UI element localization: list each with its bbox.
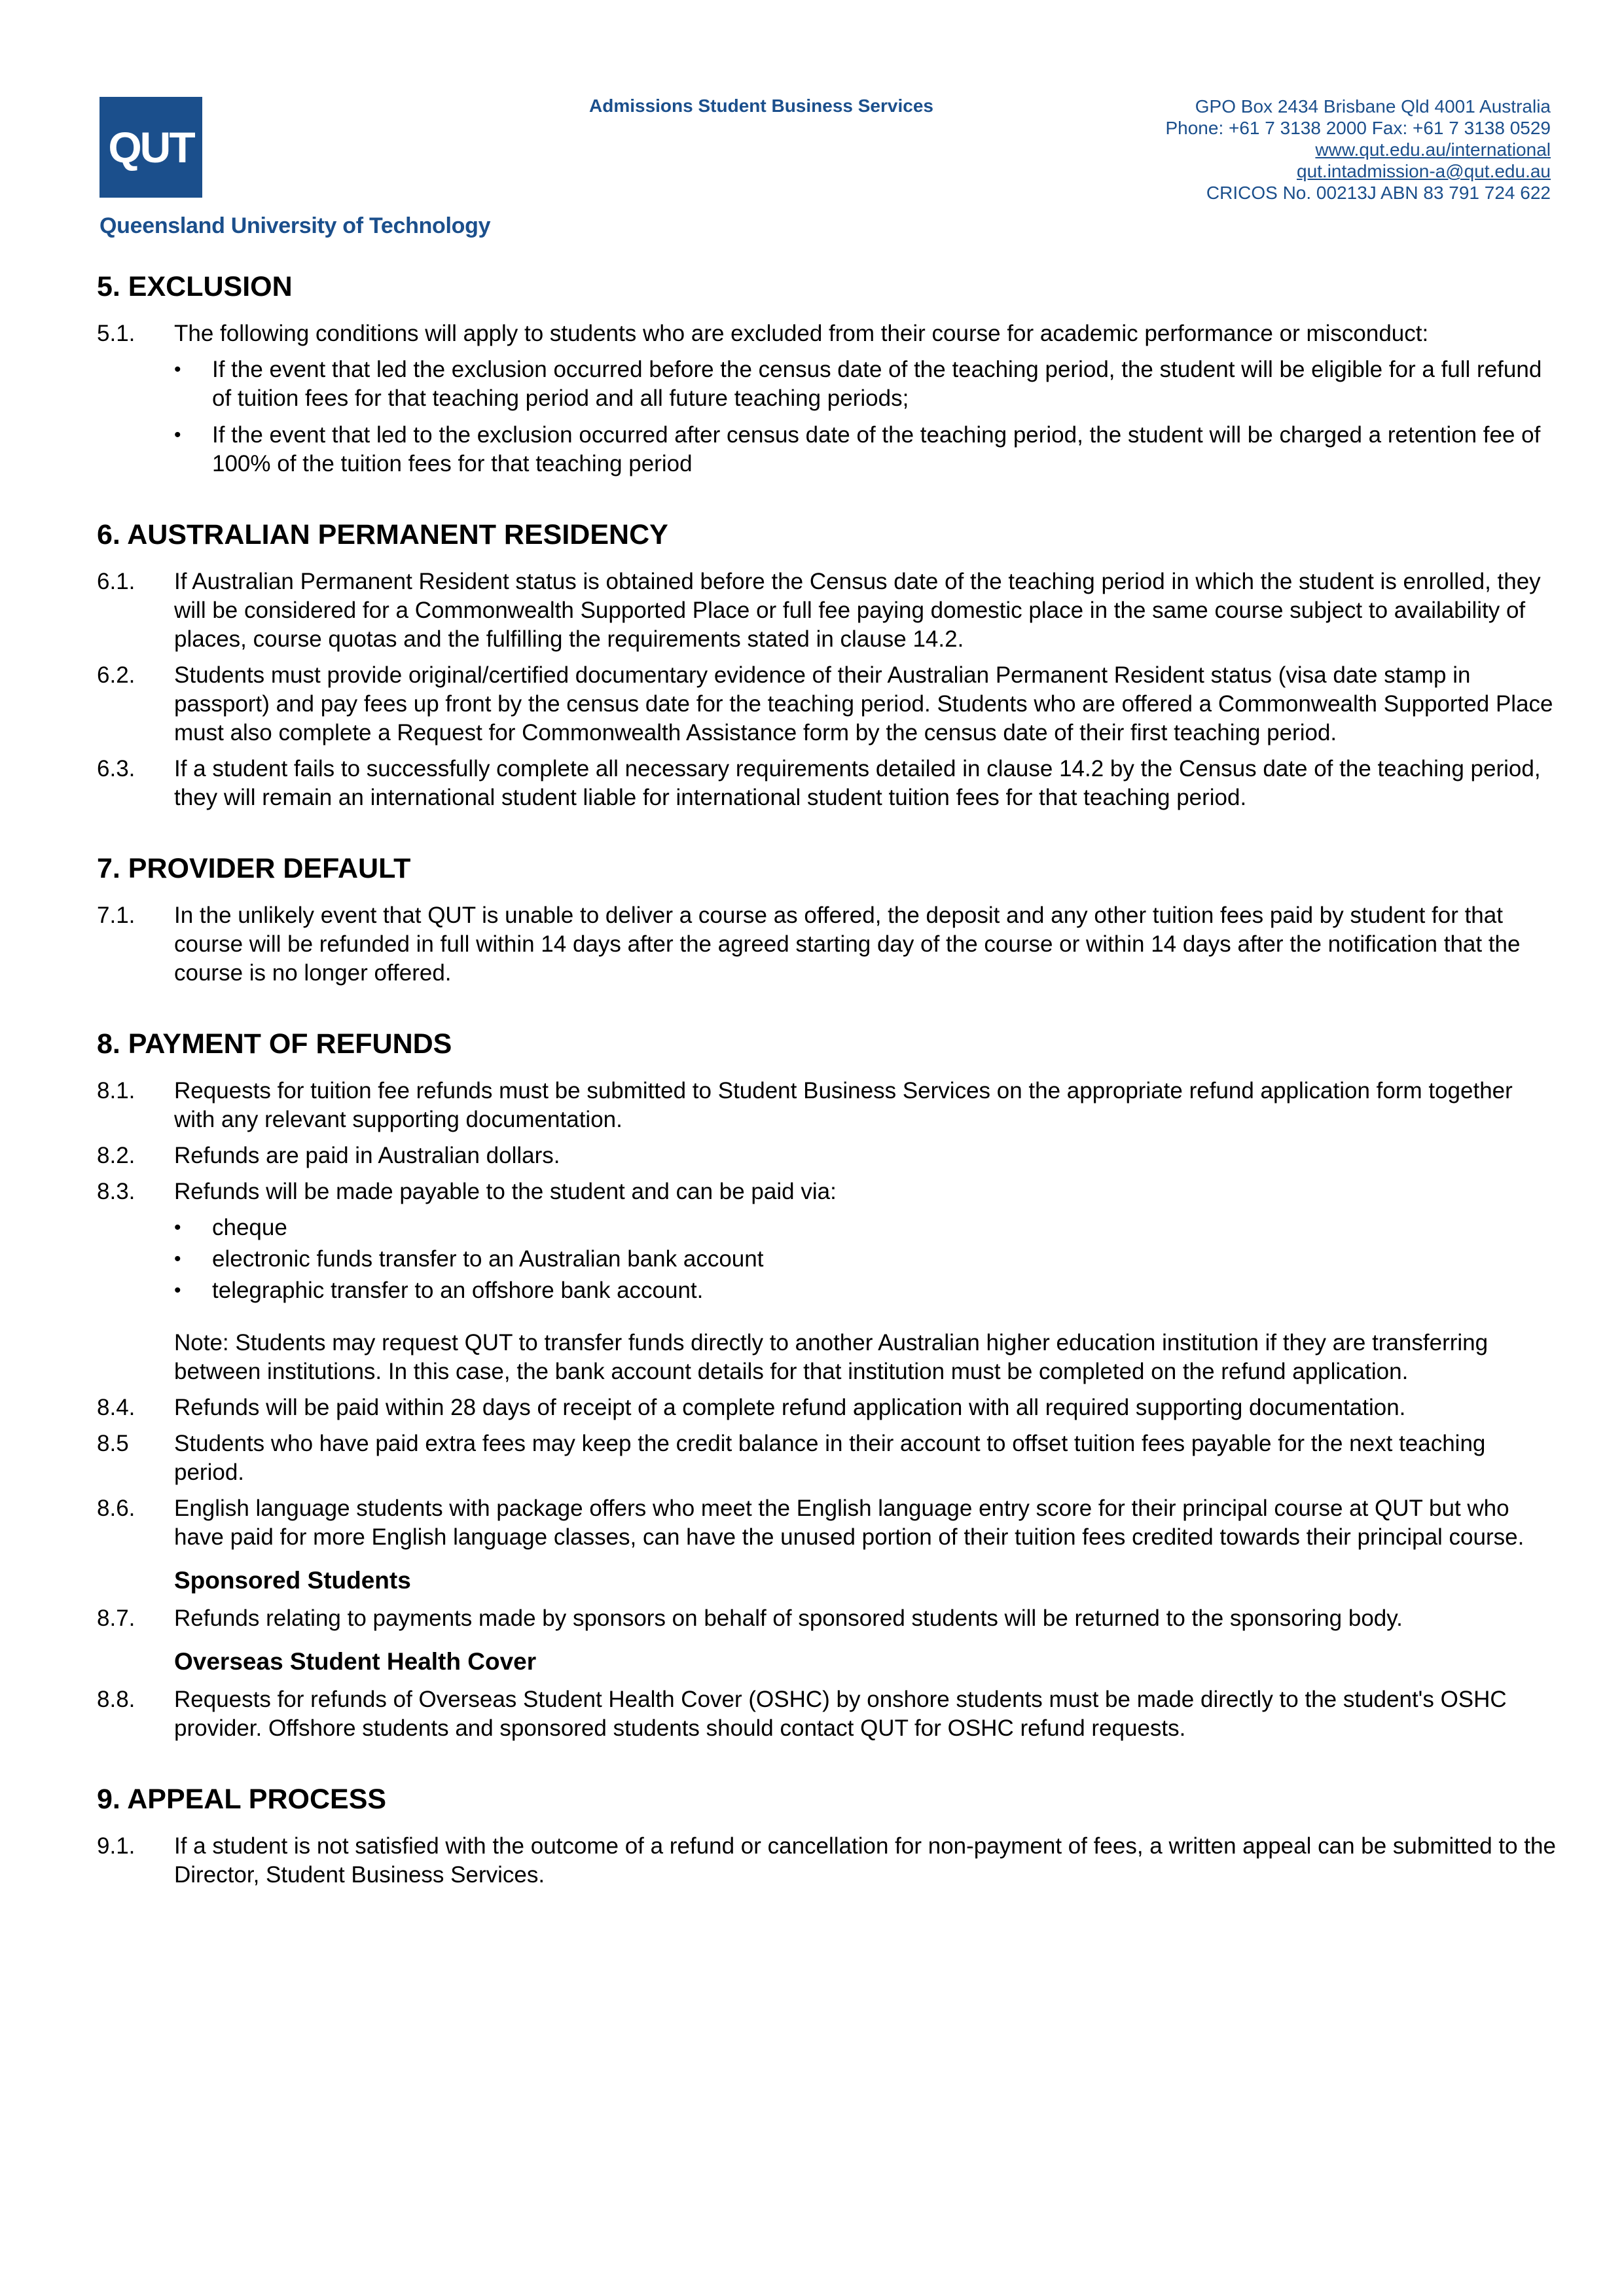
clause-number: 8.3. [97,1179,135,1204]
clause-text: English language students with package offers who meet the English language entry score for their principal course at QUT but who have paid for more English language classes, can have the unused portion of their tuition fees credited towards their principal course. [174,1496,1525,1550]
clause-text: Refunds are paid in Australian dollars. [174,1143,560,1168]
clause [97,1429,1557,1487]
clause [97,319,1557,348]
qut-logo [99,97,202,198]
section-exclusion [97,268,1557,478]
university-name: Queensland University of Technology [99,213,491,238]
department-name: Admissions Student Business Services [589,96,933,116]
clause-text: If a student is not satisfied with the outcome of a refund or cancellation for non-payment of fees, a written appeal can be submitted to the Director, Student Business Services. [174,1833,1556,1888]
section-heading: 7. PROVIDER DEFAULT [97,853,411,884]
clause [97,901,1557,988]
section-heading: 6. AUSTRALIAN PERMANENT RESIDENCY [97,519,668,550]
clause-number: 8.2. [97,1143,135,1168]
clause-text: Requests for refunds of Overseas Student Health Cover (OSHC) by onshore students must be made directly to the student's OSHC provider. Offshore students and sponsored students should contact QUT for OSHC refund requests. [174,1687,1507,1741]
subheading-sponsored-students: Sponsored Students [174,1567,411,1594]
clause-text: Refunds will be made payable to the student and can be paid via: [174,1179,837,1204]
list-item [174,421,1557,478]
bullet-icon: • [174,1217,181,1238]
list-item [174,1276,1557,1305]
list-item [174,355,1557,413]
bullet-icon: • [174,359,181,380]
website-link[interactable]: www.qut.edu.au/international [1315,139,1551,160]
document-body [97,268,1557,1928]
email-link[interactable]: qut.intadmission-a@qut.edu.au [1297,161,1551,181]
list-item-text: cheque [212,1215,287,1240]
clause-text: Requests for tuition fee refunds must be submitted to Student Business Services on the appropriate refund application form together with any relevant supporting documentation. [174,1078,1513,1132]
logo-text: QUT [108,123,194,171]
section-heading: 8. PAYMENT OF REFUNDS [97,1028,452,1060]
clause [97,1077,1557,1134]
clause-text: If a student fails to successfully complete all necessary requirements detailed in clause 14.2 by the Census date of the teaching period, they will remain an international student liable for international student tuition fees for that teaching period. [174,756,1541,810]
clause-text: If Australian Permanent Resident status is obtained before the Census date of the teaching period in which the student is enrolled, they will be considered for a Commonwealth Supported Place or full fee paying domestic place in the same course subject to availability of places, course quotas and the fulfilling the requirements stated in clause 14.2. [174,569,1541,652]
bullet-icon: • [174,1280,181,1301]
clause [97,1832,1557,1890]
clause-number: 6.1. [97,569,135,594]
clause [97,1393,1557,1422]
clause-number: 6.3. [97,756,135,781]
clause-number: 8.7. [97,1605,135,1631]
clause-text: Refunds will be paid within 28 days of receipt of a complete refund application with all required supporting documentation. [174,1395,1406,1420]
section-payment-of-refunds [97,1026,1557,1743]
clause-text: The following conditions will apply to students who are excluded from their course for academic performance or misconduct: [174,321,1429,346]
section-heading: 5. EXCLUSION [97,271,293,302]
clause-text: Refunds relating to payments made by sponsors on behalf of sponsored students will be returned to the sponsoring body. [174,1605,1403,1631]
bullet-list [97,1213,1557,1305]
list-item-text: If the event that led to the exclusion occurred after census date of the teaching period, the student will be charged a retention fee of 100% of the tuition fees for that teaching period [212,422,1541,476]
clause-number: 8.4. [97,1395,135,1420]
clause-text: In the unlikely event that QUT is unable to deliver a course as offered, the deposit and any other tuition fees paid by student for that course will be refunded in full within 14 days after the agreed starting day of the course or within 14 days after the notification that the course is no longer offered. [174,903,1521,986]
bullet-icon: • [174,424,181,446]
phone-line: Phone: +61 7 3138 2000 Fax: +61 7 3138 0529 [1165,118,1551,138]
address-line: GPO Box 2434 Brisbane Qld 4001 Australia [1195,96,1551,117]
clause [97,661,1557,747]
section-provider-default [97,850,1557,988]
clause-number: 8.1. [97,1078,135,1103]
subheading-oshc: Overseas Student Health Cover [174,1648,537,1675]
section-appeal-process [97,1781,1557,1890]
clause-number: 9.1. [97,1833,135,1859]
clause [97,1494,1557,1552]
clause-number: 5.1. [97,321,135,346]
list-item [174,1245,1557,1274]
section-permanent-residency [97,516,1557,812]
clause-number: 8.6. [97,1496,135,1521]
list-item-text: electronic funds transfer to an Australian bank account [212,1246,764,1272]
clause-number: 8.8. [97,1687,135,1712]
list-item [174,1213,1557,1242]
clause [97,755,1557,812]
address-block [1165,96,1551,204]
list-item-text: If the event that led the exclusion occurred before the census date of the teaching period, the student will be eligible for a full refund of tuition fees for that teaching period and all future teaching periods; [212,357,1542,411]
cricos-line: CRICOS No. 00213J ABN 83 791 724 622 [1206,183,1551,203]
clause-number: 8.5 [97,1431,129,1456]
clause-text: Students who have paid extra fees may keep the credit balance in their account to offset tuition fees payable for the next teaching period. [174,1431,1486,1485]
bullet-list [97,355,1557,478]
section-heading: 9. APPEAL PROCESS [97,1784,387,1815]
clause [97,1177,1557,1206]
clause-text: Students must provide original/certified documentary evidence of their Australian Permanent Resident status (visa date stamp in passport) and pay fees up front by the census date for the teaching period. Students who are offered a Commonwealth Supported Place must also complete a Request for Commonwealth Assistance form by the census date of their first teaching period. [174,662,1553,745]
clause [97,1604,1557,1633]
list-item-text: telegraphic transfer to an offshore bank account. [212,1278,704,1303]
note-text: Note: Students may request QUT to transfer funds directly to another Australian higher education institution if they are transferring between institutions. In this case, the bank account details for that institution must be completed on the refund application. [174,1330,1489,1384]
clause [97,1685,1557,1743]
clause [97,567,1557,654]
clause-number: 6.2. [97,662,135,688]
clause [97,1141,1557,1170]
clause-number: 7.1. [97,903,135,928]
bullet-icon: • [174,1248,181,1270]
